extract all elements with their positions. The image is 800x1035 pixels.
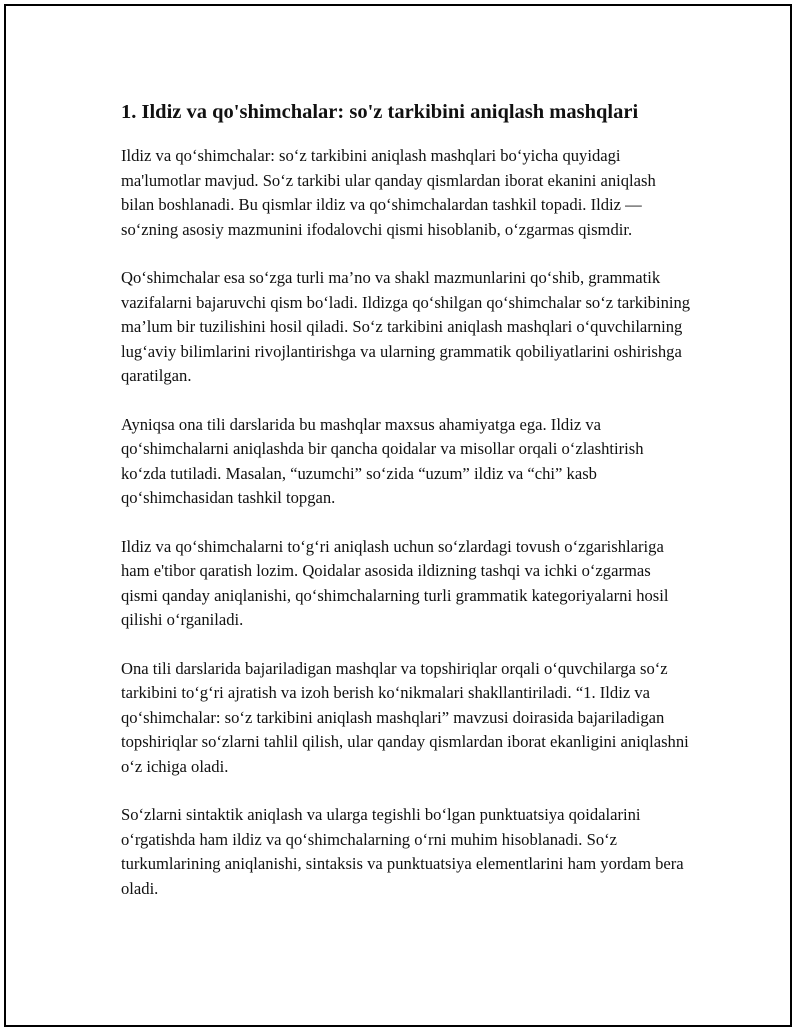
paragraph-4: Ildiz va qo‘shimchalarni to‘g‘ri aniqlash uchun so‘zlardagi tovush o‘zgarishlariga ham e'tibor qaratish lozim. Qoidalar asosida ildizning tashqi va ichki o‘zgarmas qismi qanday aniqlanishi, qo‘shimchalarning turli grammatik kategoriyalarni hosil qilishi o‘rganiladi.: [121, 536, 669, 629]
page-frame: [4, 4, 792, 1027]
paragraph-3: Ayniqsa ona tili darslarida bu mashqlar maxsus ahamiyatga ega. Ildiz va qo‘shimchalarni aniqlashda bir qancha qoidalar va misollar orqali o‘zlashtirish ko‘zda tutiladi. Masalan, “uzumchi” so‘zida “uzum” ildiz va “chi” kasb qo‘shimchasidan tashkil topgan.: [121, 414, 644, 507]
document-body: [121, 98, 691, 925]
paragraph-5: Ona tili darslarida bajariladigan mashqlar va topshiriqlar orqali o‘quvchilarga so‘z tarkibini to‘g‘ri ajratish va izoh berish ko‘nikmalari shakllantiriladi. “1. Ildiz va qo‘shimchalar: so‘z tarkibini aniqlash mashqlari” mavzusi doirasida bajariladigan topshiriqlar so‘zlarni tahlil qilish, ular qanday qismlardan iborat ekanligini aniqlashni o‘z ichiga oladi.: [121, 658, 689, 776]
paragraph-6: So‘zlarni sintaktik aniqlash va ularga tegishli bo‘lgan punktuatsiya qoidalarini o‘rgatishda ham ildiz va qo‘shimchalarning o‘rni muhim hisoblanadi. So‘z turkumlarining aniqlanishi, sintaksis va punktuatsiya elementlarini ham yordam bera oladi.: [121, 805, 684, 898]
paragraph-1: Ildiz va qo‘shimchalar: so‘z tarkibini aniqlash mashqlari bo‘yicha quyidagi ma'lumotlar mavjud. So‘z tarkibi ular qanday qismlardan iborat ekanini aniqlash bilan boshlanadi. Bu qismlar ildiz va qo‘shimchalardan tashkil topadi. Ildiz — so‘zning asosiy mazmunini ifodalovchi qismi hisoblanib, o‘zgarmas qismdir.: [121, 146, 656, 239]
page-title: 1. Ildiz va qo'shimchalar: so'z tarkibini aniqlash mashqlari: [121, 101, 639, 123]
paragraph-2: Qo‘shimchalar esa so‘zga turli ma’no va shakl mazmunlarini qo‘shib, grammatik vazifalarni bajaruvchi qism bo‘ladi. Ildizga qo‘shilgan qo‘shimchalar so‘z tarkibining ma’lum bir tuzilishini hosil qiladi. So‘z tarkibini aniqlash mashqlari o‘quvchilarning lug‘aviy bilimlarini rivojlantirishga va ularning grammatik qobiliyatlarini oshirishga qaratilgan.: [121, 268, 691, 385]
